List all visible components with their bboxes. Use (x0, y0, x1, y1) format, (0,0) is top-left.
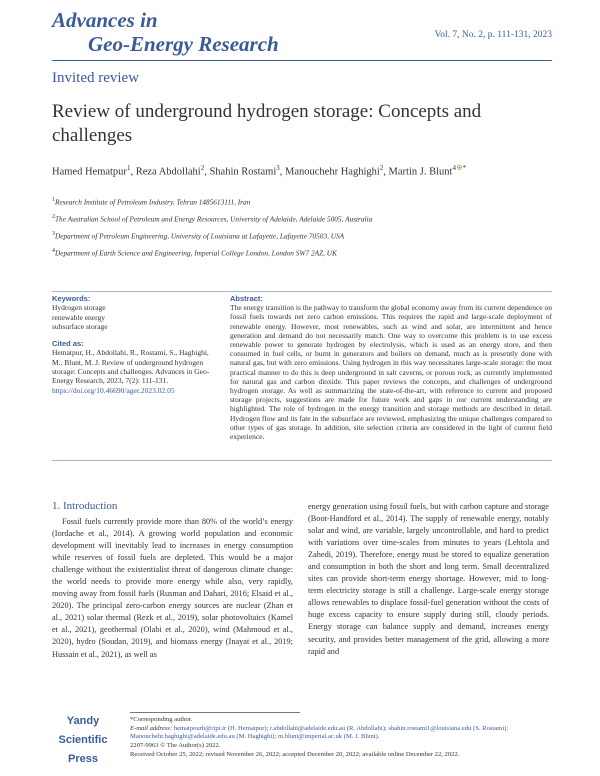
author-name[interactable]: Shahin Rostami (209, 166, 277, 178)
body-column-right (308, 501, 549, 658)
author-affil-sup: 1 (126, 164, 131, 172)
article-type: Invited review (52, 70, 140, 86)
email-line (130, 725, 555, 742)
keyword-item: subsurface storage (52, 321, 108, 331)
abstract (230, 294, 552, 441)
author-affil-sup: 2 (379, 164, 384, 172)
sidebar-info (52, 294, 212, 395)
abstract-heading: Abstract: (230, 294, 263, 303)
keyword-item: Hydrogen storage (52, 303, 106, 313)
journal-title-line2: Geo-Energy Research (88, 32, 279, 56)
corresponding-mark: * (462, 164, 467, 172)
publisher-logo (52, 712, 114, 769)
affiliation-number: 3 (52, 230, 55, 237)
abstract-bottom-rule (52, 460, 552, 461)
citation-text: Hematpur, H., Abdollahi, R., Rostami, S., Haghighi, M., Blunt, M. J. Review of underground hydrogen storage: Concepts and challenges. Advances in Geo-Energy Research, 2023, 7(2): 111-131. (52, 348, 210, 386)
article-title: Review of underground hydrogen storage: Concepts and challenges (52, 101, 482, 146)
publisher-logo-line1: Yandy (66, 715, 100, 727)
orcid-icon[interactable]: ⊕ (455, 163, 463, 172)
footnote-rule (130, 712, 300, 713)
dates-line: Received October 25, 2022; revised November 26, 2022; accepted December 20, 2022; available online December 22, 2022. (130, 750, 460, 758)
affiliation-item (52, 210, 372, 227)
affiliation-text: Department of Earth Science and Engineering, Imperial College London, London SW7 2AZ, UK (55, 248, 337, 258)
email-label: E-mail address: (130, 724, 173, 732)
affiliation-item (52, 227, 372, 244)
author-list: Hamed Hematpur$^1$, Reza Abdollahi$^2$, Shahin Rostami$^3$, Manouchehr Haghighi$^2$, Martin J. Blunt$^{4\oplus*}$ (52, 163, 467, 178)
author-name[interactable]: Martin J. Blunt (388, 166, 453, 178)
author-affil-sup: 3 (276, 164, 280, 172)
journal-title-line1: Advances in (52, 8, 158, 32)
affiliation-number: 4 (52, 247, 55, 254)
intro-paragraph: Fossil fuels currently provide more than 80% of the world’s energy (Iordache et al., 2014). A growing world population and economic development will inevitably lead to increases in energy consumption while reserves of fossil fuels are depleted. This would be a major challenge without the existentialist threat of dangerous climate change: the world needs to provide more energy while also, very rapidly, moving away from fossil fuels (Rusman and Dahari, 2016; Elsaid et al., 2020). The principal zero-carbon energy sources are nuclear (Zhan et al., 2021) solar thermal (Rezk et al., 2019), solar photovoltaics (Kamel et al., 2021), geothermal (Olabi et al., 2020), wind (Mahmoud et al., 2020), hydro (Soudan, 2019), and biomass energy (Inayat et al., 2019; Hussain et al., 2021), as well as (52, 517, 293, 659)
affiliation-text: Department of Petroleum Engineering, University of Louisiana at Lafayette, Lafayette 70503, USA (55, 231, 345, 241)
affiliation-number: 2 (52, 213, 55, 220)
abstract-text: The energy transition is the pathway to transform the global economy away from its current dependence on fossil fuels towards net zero carbon emissions. This requires the rapid and large-scale deployment of renewable energy. However, most renewables, such as wind and solar, are intermittent and hence generation and demand do not necessarily match. One way to overcome this problem is to use excess renewable power to generate hydrogen by electrolysis, which is used as an energy store, and then consumed in fuel cells, or burnt in generators and boilers on demand, much as is presently done with natural gas, but with zero emissions. Using hydrogen in this way necessitates large-scale storage: the most practical manner to do this is deep underground in salt caverns, or porous rock, as currently implemented for natural gas and carbon dioxide. This paper reviews the concepts, and challenges of underground hydrogen storage. As well as summarizing the state-of-the-art, with reference to current and proposed storage projects, suggestions are made for future work and gaps in our current understanding are highlighted. The role of hydrogen in the energy transition and storage methods are described in detail. Hydrogen flow and its fate in the subsurface are reviewed, emphasizing the unique challenges compared to other types of gas storage. In addition, site selection criteria are considered in the light of current field experience. (230, 303, 552, 442)
author-name[interactable]: Reza Abdollahi (135, 166, 201, 178)
cited-as-heading: Cited as: (52, 339, 84, 349)
corresponding-note: *Corresponding author. (130, 716, 193, 723)
affiliations (52, 193, 372, 261)
keyword-item: renewable energy (52, 312, 105, 322)
body-column-left (52, 516, 293, 661)
publisher-logo-line2: Scientific (58, 734, 108, 746)
affiliation-item (52, 193, 372, 210)
journal-title (52, 8, 279, 56)
keywords-heading: Keywords: (52, 294, 91, 303)
affiliation-number: 1 (52, 197, 55, 203)
affiliation-item (52, 244, 372, 261)
intro-paragraph-continued: energy generation using fossil fuels, but with carbon capture and storage (Boot-Handford et al., 2014). The supply of renewable energy, notably solar and wind, are variable, largely uncontrollable, and hard to predict with variations over time-scales from minutes to years (Lehtola and Zahedi, 2019). Therefore, energy must be stored to equalize generation and consumption in both the short and long term. Small decentralized sites can provide short-term energy shortage. However, mid to long-term electricity storage is still a challenge. Large-scale energy storage allows renewables to displace fossil-fuel generation without the costs of huge excess capacity to ensure supply during still, cloudy periods. Energy storage can balance supply and demand, increases energy security, and provides better management of the grid, allowing a more rapid and (308, 502, 549, 656)
affiliation-text: The Australian School of Petroleum and Energy Resources, University of Adelaide, Adelaide 5005, Australia (55, 214, 373, 224)
author-name[interactable]: Manouchehr Haghighi (285, 166, 380, 178)
header-divider (52, 60, 552, 61)
author-name[interactable]: Hamed Hematpur (52, 166, 127, 178)
issn-line: 2207-9963 © The Author(s) 2022. (130, 742, 221, 750)
author-affil-sup: 4 (452, 164, 456, 172)
email-addresses[interactable]: hematpourh@ripi.ir (H. Hematpur); r.abdollahi@adelaide.edu.au (R. Abdollahi); shahin.rostami1@louisiana.edu (S. Rostami); Manouchehr.haghighi@adelaide.edu.au (M. Haghighi); m.blunt@imperial.ac.uk (M. J. Blunt). (130, 724, 509, 741)
footnote (130, 716, 555, 760)
doi-link[interactable]: https://doi.org/10.46690/ager.2023.02.05 (52, 385, 175, 395)
author-affil-sup: 2 (200, 164, 205, 172)
publisher-logo-line3: Press (68, 753, 98, 765)
section-heading-introduction: 1. Introduction (52, 500, 118, 512)
affiliation-text: Research Institute of Petroleum Industry, Tehran 1485613111, Iran (55, 197, 251, 207)
abstract-top-rule (52, 291, 552, 292)
volume-info: Vol. 7, No. 2, p. 111-131, 2023 (434, 30, 552, 40)
